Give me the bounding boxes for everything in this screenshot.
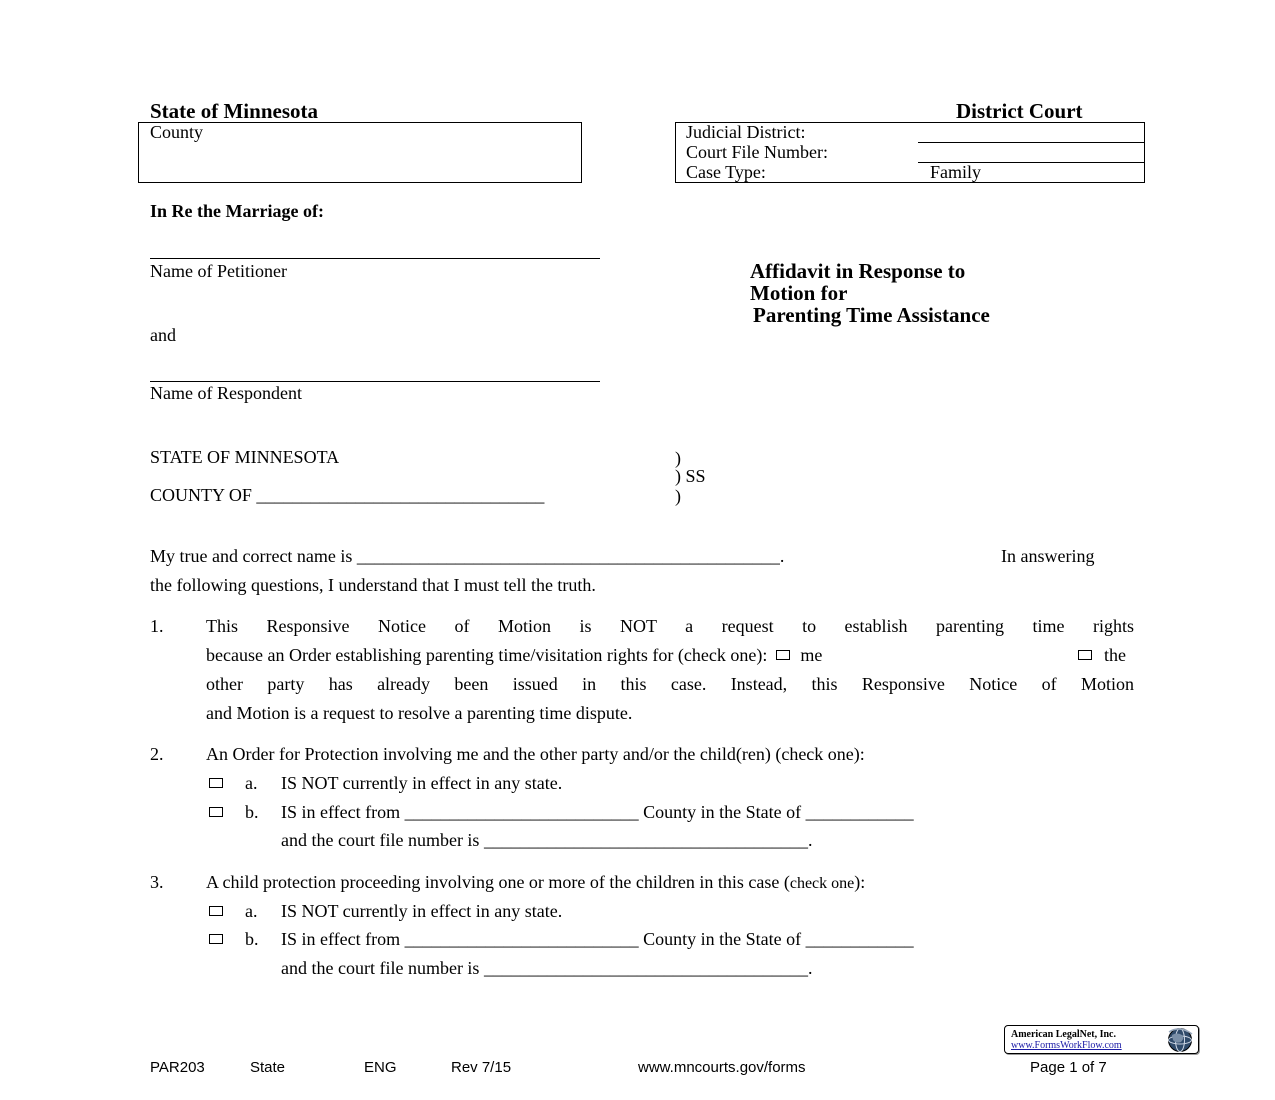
county-box[interactable] — [138, 122, 582, 183]
judicial-district-label: Judicial District: — [686, 122, 806, 142]
globe-icon — [1163, 1027, 1197, 1053]
venue-county: COUNTY OF ________________________________ — [150, 485, 545, 505]
item1-line2-text: because an Order establishing parenting time/visitation rights for (check one): — [206, 645, 768, 665]
case-type-label: Case Type: — [686, 162, 766, 182]
footer-revision: Rev 7/15 — [451, 1059, 512, 1076]
petitioner-name-field[interactable] — [150, 258, 600, 259]
respondent-name-field[interactable] — [150, 381, 600, 382]
document-title-line1: Affidavit in Response to — [750, 259, 966, 283]
respondent-label: Name of Respondent — [150, 383, 302, 403]
badge-company: American LegalNet, Inc. — [1011, 1029, 1116, 1040]
legalnet-badge[interactable] — [1004, 1025, 1199, 1054]
item3-number: 3. — [150, 872, 164, 892]
and-label: and — [150, 325, 176, 345]
item3-checkbox-a[interactable] — [209, 906, 223, 916]
item3-a-letter: a. — [245, 901, 258, 921]
item3-b-court-file: and the court file number is ____________________________________. — [281, 958, 813, 978]
item3-line1-end: ): — [854, 872, 866, 892]
item3-b-letter: b. — [245, 929, 259, 949]
footer-form-id: PAR203 — [150, 1059, 205, 1076]
intro-truth-line: the following questions, I understand that I must tell the truth. — [150, 575, 596, 595]
item2-checkbox-a[interactable] — [209, 778, 223, 788]
option-me-label: me — [800, 645, 823, 665]
intro-name-line: My true and correct name is _______________________________________________. — [150, 546, 785, 566]
case-type-value: Family — [930, 162, 982, 182]
petitioner-label: Name of Petitioner — [150, 261, 287, 281]
item3-b-text: IS in effect from __________________________ County in the State of ____________ — [281, 929, 914, 949]
item3-check-one: check one — [789, 875, 855, 892]
court-heading: District Court — [956, 99, 1083, 123]
item2-b-court-file: and the court file number is ____________________________________. — [281, 830, 813, 850]
intro-answering: In answering — [1001, 546, 1095, 566]
item3-line1 — [206, 872, 865, 893]
item2-a-text: IS NOT currently in effect in any state. — [281, 773, 563, 793]
item2-b-text: IS in effect from __________________________ County in the State of ____________ — [281, 802, 914, 822]
item1-line1: This Responsive Notice of Motion is NOT a request to establish parenting time rights — [206, 616, 1134, 636]
document-title-line3: Parenting Time Assistance — [753, 303, 990, 327]
state-heading: State of Minnesota — [150, 99, 318, 123]
checkbox-other-party[interactable] — [1078, 650, 1092, 660]
item1-line4: and Motion is a request to resolve a parenting time dispute. — [206, 703, 633, 723]
badge-url[interactable]: www.FormsWorkFlow.com — [1011, 1040, 1122, 1051]
item2-number: 2. — [150, 744, 164, 764]
footer-website[interactable]: www.mncourts.gov/forms — [638, 1059, 806, 1076]
in-re-label: In Re the Marriage of: — [150, 201, 324, 221]
item3-a-text: IS NOT currently in effect in any state. — [281, 901, 563, 921]
venue-paren-bottom: ) — [675, 486, 681, 506]
item1-line2 — [206, 645, 1134, 666]
footer-page-number: Page 1 of 7 — [1030, 1059, 1107, 1076]
footer-language: ENG — [364, 1059, 397, 1076]
document-title-line2: Motion for — [750, 281, 848, 305]
item2-b-letter: b. — [245, 802, 259, 822]
item2-checkbox-b[interactable] — [209, 807, 223, 817]
item3-line1-main: A child protection proceeding involving one or more of the children in this case ( — [206, 872, 790, 892]
item2-line1: An Order for Protection involving me and the other party and/or the child(ren) (check one): — [206, 744, 865, 764]
judicial-district-field[interactable] — [918, 142, 1144, 143]
venue-paren-top: ) — [675, 448, 681, 468]
item2-a-letter: a. — [245, 773, 258, 793]
checkbox-me[interactable] — [776, 650, 790, 660]
item3-checkbox-b[interactable] — [209, 934, 223, 944]
item1-line3: other party has already been issued in this case. Instead, this Responsive Notice of Motion — [206, 674, 1134, 694]
county-label: County — [150, 122, 204, 142]
option-the-label: the — [1104, 645, 1126, 665]
venue-state: STATE OF MINNESOTA — [150, 447, 340, 467]
item1-number: 1. — [150, 616, 164, 636]
court-file-number-label: Court File Number: — [686, 142, 828, 162]
footer-jurisdiction: State — [250, 1059, 286, 1076]
venue-ss: ) SS — [675, 466, 706, 486]
